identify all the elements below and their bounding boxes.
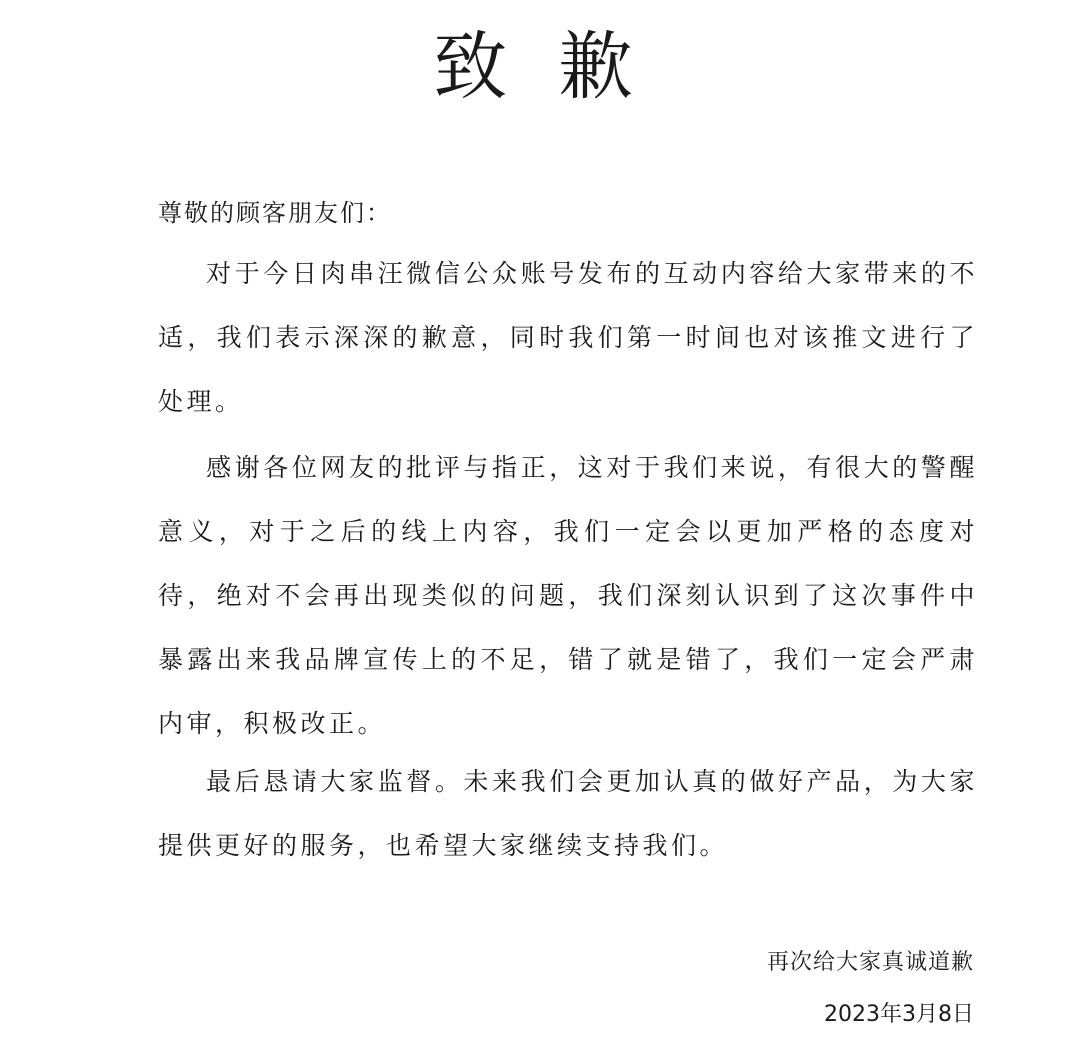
paragraph-3 (158, 750, 978, 878)
paragraph-2-text: 感谢各位网友的批评与指正，这对于我们来说，有很大的警醒意义，对于之后的线上内容，我们一定会以更加严格的态度对待，绝对不会再出现类似的问题，我们深刻认识到了这次事件中暴露出来我品牌宣传上的不足，错了就是错了，我们一定会严肃内审，积极改正。 (158, 453, 978, 738)
salutation: 尊敬的顾客朋友们： (158, 199, 392, 227)
paragraph-1 (158, 242, 978, 434)
paragraph-3-text: 最后恳请大家监督。未来我们会更加认真的做好产品，为大家提供更好的服务，也希望大家继续支持我们。 (158, 767, 978, 860)
paragraph-2 (158, 436, 978, 756)
page-title: 致 歉 (433, 24, 647, 110)
date: 2023年3月8日 (824, 1002, 974, 1027)
signature: 再次给大家真诚道歉 (766, 950, 974, 975)
paragraph-1-text: 对于今日肉串汪微信公众账号发布的互动内容给大家带来的不适，我们表示深深的歉意，同时我们第一时间也对该推文进行了处理。 (158, 259, 978, 416)
